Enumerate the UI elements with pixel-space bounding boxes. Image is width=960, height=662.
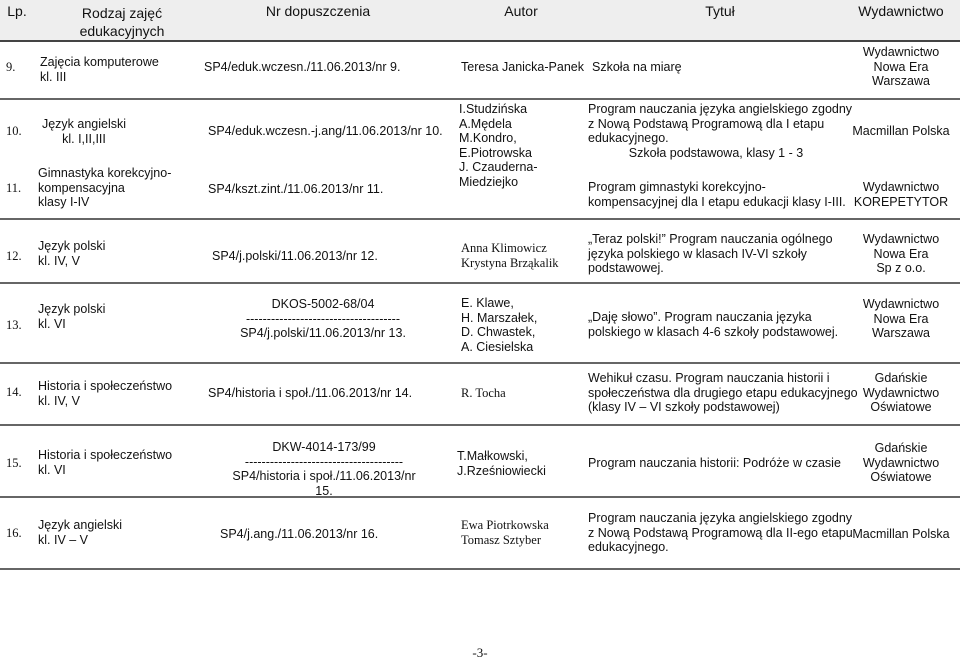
row-15-publisher: Gdańskie Wydawnictwo Oświatowe [862, 441, 940, 484]
header-tytul: Tytuł [705, 3, 735, 19]
row-16-publisher: Macmillan Polska [852, 527, 950, 541]
row-13-author: E. Klawe, H. Marszałek, D. Chwastek, A. Ciesielska [461, 296, 538, 354]
row-11-lp: 11. [6, 181, 22, 195]
row-divider [0, 568, 960, 570]
row-13-title: „Daję słowo”. Program nauczania języka polskiego w klasach 4-6 szkoły podstawowej. [588, 310, 839, 339]
row-15-lp: 15. [6, 456, 22, 470]
row-13-subject: Język polski kl. VI [38, 302, 106, 331]
row-15-nr: DKW-4014-173/99 -------------------------------------- SP4/historia i społ./11.06.2013/nr 15. [232, 440, 416, 498]
row-14-title: Wehikuł czasu. Program nauczania historii i społeczeństwa dla drugiego etapu edukacyjnego (klasy IV – VI szkoły podstawowej) [588, 371, 858, 414]
row-15-title: Program nauczania historii: Podróże w czasie [588, 456, 841, 470]
rows-10-11-authors: I.Studzińska A.Mędela M.Kondro, E.Piotrowska J. Czauderna- Miedziejko [459, 102, 538, 189]
header-autor: Autor [504, 3, 538, 19]
row-14-subject: Historia i społeczeństwo kl. IV, V [38, 379, 173, 408]
row-11-title: Program gimnastyki korekcyjno- kompensacyjnej dla I etapu edukacji klasy I-III. [588, 180, 846, 209]
row-11-subject: Gimnastyka korekcyjno- kompensacyjna klasy I-IV [38, 166, 172, 209]
row-16-author: Ewa Piotrkowska Tomasz Sztyber [461, 518, 549, 547]
row-10-title: Program nauczania języka angielskiego zgodny z Nową Podstawą Programową dla I etapu edukacyjnego. [588, 102, 853, 145]
row-divider [0, 362, 960, 364]
row-12-publisher: Wydawnictwo Nowa Era Sp z o.o. [862, 232, 940, 275]
row-9-title: Szkoła na miarę [592, 60, 682, 74]
row-15-author: T.Małkowski, J.Rześniowiecki [457, 449, 546, 478]
row-11-publisher: Wydawnictwo KOREPETYTOR [853, 180, 949, 209]
row-16-nr: SP4/j.ang./11.06.2013/nr 16. [220, 527, 379, 541]
row-13-lp: 13. [6, 318, 22, 332]
row-13-nr: DKOS-5002-68/04 ------------------------------------- SP4/j.polski/11.06.2013/nr 13. [240, 297, 406, 340]
row-10-nr: SP4/eduk.wczesn.-j.ang/11.06.2013/nr 10. [208, 124, 443, 138]
row-10-subject: Język angielski kl. I,II,III [41, 117, 127, 146]
row-divider [0, 496, 960, 498]
row-divider [0, 98, 960, 100]
row-12-author: Anna Klimowicz Krystyna Brząkalik [461, 241, 559, 270]
row-14-author: R. Tocha [461, 386, 506, 400]
header-wydawnictwo: Wydawnictwo [858, 3, 944, 19]
row-12-title: „Teraz polski!” Program nauczania ogólnego języka polskiego w klasach IV-VI szkoły podstawowej. [588, 232, 833, 275]
row-16-lp: 16. [6, 526, 22, 540]
row-11-nr: SP4/kszt.zint./11.06.2013/nr 11. [208, 182, 384, 196]
row-9-author: Teresa Janicka-Panek [461, 60, 584, 74]
page-number: -3- [472, 645, 488, 660]
row-12-subject: Język polski kl. IV, V [38, 239, 106, 268]
row-9-nr: SP4/eduk.wczesn./11.06.2013/nr 9. [204, 60, 401, 74]
header-lp: Lp. [7, 3, 27, 19]
row-14-nr: SP4/historia i społ./11.06.2013/nr 14. [208, 386, 413, 400]
row-14-publisher: Gdańskie Wydawnictwo Oświatowe [862, 371, 940, 414]
row-12-nr: SP4/j.polski/11.06.2013/nr 12. [212, 249, 378, 263]
header-nr: Nr dopuszczenia [265, 3, 371, 19]
header-rodzaj: Rodzaj zajęć edukacyjnych [79, 5, 165, 39]
row-12-lp: 12. [6, 249, 22, 263]
row-16-subject: Język angielski kl. IV – V [38, 518, 123, 547]
row-9-subject: Zajęcia komputerowe kl. III [40, 55, 159, 84]
row-9-lp: 9. [6, 60, 16, 74]
row-14-lp: 14. [6, 385, 22, 399]
row-10-publisher: Macmillan Polska [852, 124, 950, 138]
row-13-publisher: Wydawnictwo Nowa Era Warszawa [862, 297, 940, 340]
row-10-lp: 10. [6, 124, 22, 138]
row-16-title: Program nauczania języka angielskiego zgodny z Nową Podstawą Programową dla II-ego etapu edukacyjnego. [588, 511, 853, 554]
row-divider [0, 424, 960, 426]
row-divider [0, 282, 960, 284]
row-divider [0, 218, 960, 220]
row-9-publisher: Wydawnictwo Nowa Era Warszawa [862, 45, 940, 88]
rows-10-11-school: Szkoła podstawowa, klasy 1 - 3 [628, 146, 804, 160]
row-15-subject: Historia i społeczeństwo kl. VI [38, 448, 173, 477]
